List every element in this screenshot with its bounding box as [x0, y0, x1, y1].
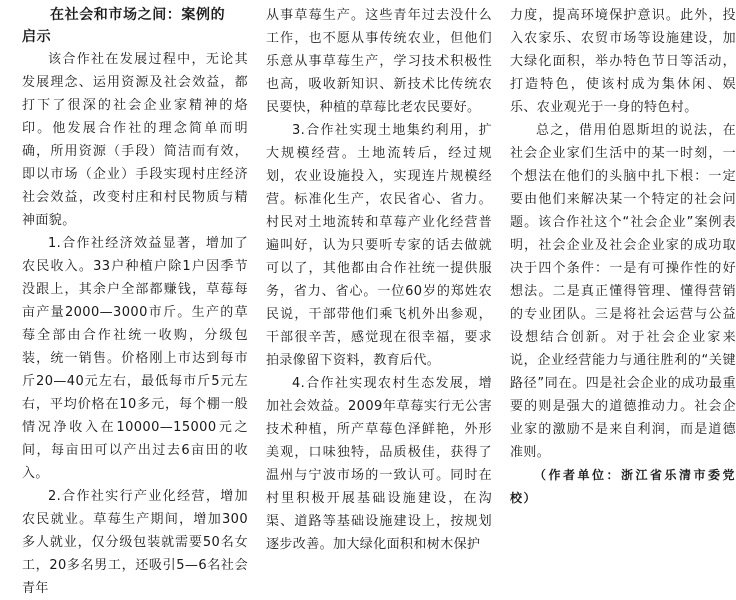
- section-heading-line1: 在社会和市场之间：案例的: [50, 7, 226, 23]
- column-3: [510, 4, 736, 528]
- section-heading: [22, 4, 248, 48]
- column-1: [22, 4, 248, 596]
- paragraph: 2.合作社实行产业化经营，增加农民就业。草莓生产期间，增加300多人就业，仅分级包装就需要50名女工，20多名男工，还吸引5—6名社会青年: [22, 489, 248, 596]
- column-2: [266, 4, 492, 552]
- paragraph-continued: 从事草莓生产。这些青年过去没什么工作，也不愿从事传统农业，但他们乐意从事草莓生产，学习技术积极性也高，吸收新知识、新技术比传统农民要快，种植的草莓比老农民要好。: [266, 8, 492, 115]
- section-heading-line2: 启示: [22, 29, 52, 45]
- paragraph: 3.合作社实现土地集约利用，扩大规模经营。土地流转后，经过规划，农业设施投入，实现连片规模经营。标准化生产，农民省心、省力。村民对土地流转和草莓产业化经营普遍叫好，认为只要听专家的话去做就可以了，其他都由合作社统一提供服务，省力、省心。一位60岁的郑姓农民说，干部带他们乘飞机外出参观，干部很辛苦，感觉现在很幸福，要求拍录像留下资料，教育后代。: [266, 123, 492, 368]
- paragraph: 该合作社在发展过程中，无论其发展理念、运用资源及社会效益，都打下了很深的社会企业家精神的烙印。他发展合作社的理念简单而明确，所用资源（手段）简洁而有效，即以市场（企业）手段实现村庄经济社会效益，改变村庄和村民物质与精神面貌。: [22, 52, 248, 228]
- author-affiliation: （作者单位：浙江省乐清市委党校）: [510, 468, 736, 505]
- paragraph: 1.合作社经济效益显著，增加了农民收入。33户种植户除1户因季节没跟上，其余户全部都赚钱，草莓每亩产量2000—3000市斤。生产的草莓全部由合作社统一收购，分级包装，统一销售。价格刚上市达到每市斤20—40元左右，最低每市斤5元左右，平均价格在10多元，每个棚一般情况净收入在10000—15000元之间，每亩田可以产出过去6亩田的收入。: [22, 236, 248, 481]
- paragraph: 总之，借用伯恩斯坦的说法，在社会企业家们生活中的某一时刻，一个想法在他们的头脑中扎下根：一定要由他们来解决某一个特定的社会问题。该合作社这个“社会企业”案例表明，社会企业及社会企业家的成功取决于四个条件：一是有可操作性的好想法。二是真正懂得管理、懂得营销的专业团队。三是将社会运营与公益设想结合创新。对于社会企业家来说，企业经营能力与通往胜利的“关键路径”同在。四是社会企业的成功最重要的则是强大的道德推动力。社会企业家的激励不是来自利润，而是道德准则。: [510, 123, 736, 460]
- paragraph-continued: 力度，提高环境保护意识。此外，投入农家乐、农贸市场等设施建设，加大绿化面积，举办特色节日等活动，打造特色，使该村成为集休闲、娱乐、农业观光于一身的特色村。: [510, 8, 736, 115]
- paragraph: 4.合作社实现农村生态发展，增加社会效益。2009年草莓实行无公害技术种植，所产草莓色泽鲜艳，外形美观，口味独特，品质极佳，获得了温州与宁波市场的一致认可。同时在村里积极开展基础设施建设，在沟渠、道路等基础设施建设上，按规划逐步改善。加大绿化面积和树木保护: [266, 376, 492, 552]
